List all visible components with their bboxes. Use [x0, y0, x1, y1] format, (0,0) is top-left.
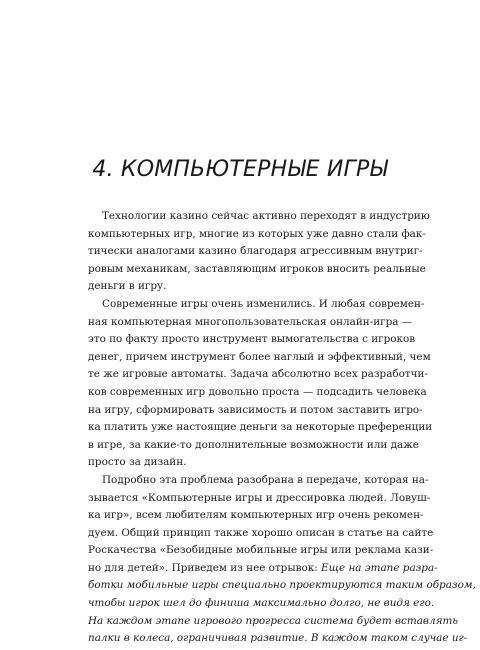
text-line: ровым механикам, заставляющим игроков вносить реальные	[88, 262, 426, 275]
text-line: деньги в игру.	[88, 280, 167, 293]
italic-quote-line: палки в колеса, ограничивая развитие. В каждом таком случае иг-	[88, 632, 468, 645]
text-line: просто за дизайн.	[88, 456, 187, 469]
text-line: это по факту просто инструмент вымогательства с игроков	[88, 333, 416, 346]
text-line: на игру, сформировать зависимость и потом заставить игро-	[88, 403, 423, 416]
text-line: ка игр», всем любителям компьютерных игр очень рекомен-	[88, 509, 424, 522]
text-line: ка платить уже настоящие деньги за некоторые преференции	[88, 421, 433, 434]
italic-quote-line: На каждом этапе игрового прогресса система будет вставлять	[88, 614, 458, 627]
text-line: дуем. Общий принцип также хорошо описан в статье на сайте	[88, 526, 434, 539]
italic-quote-line: ботки мобильные игры специально проектируются таким образом,	[88, 579, 476, 592]
text-line: компьютерных игр, многие из которых уже давно стали фак-	[88, 227, 426, 240]
text-line-mixed	[88, 560, 438, 578]
body-text	[88, 208, 476, 648]
text-line: Подробно эта проблема разобрана в передаче, которая на-	[102, 473, 429, 486]
text-line: в игре, за какие-то дополнительные возможности или даже	[88, 438, 419, 451]
text-line: тически аналогами казино благодаря агрессивным внутриг-	[88, 245, 423, 258]
text-line: Технологии казино сейчас активно переходят в индустрию	[102, 210, 430, 222]
text-line: ная компьютерная многопользовательская онлайн-игра —	[88, 315, 413, 328]
chapter-title: 4. КОМПЬЮТЕРНЫЕ ИГРЫ	[92, 157, 388, 182]
italic-quote-line: чтобы игрок шел до финиша максимально долго, не видя его.	[88, 597, 435, 610]
text-line: те же игровые автоматы. Задача абсолютно всех разработчи-	[88, 368, 428, 381]
text-line: Современные игры очень изменились. И любая современ-	[102, 297, 425, 310]
italic-quote-segment: Еще на этапе разра-	[321, 561, 438, 574]
text-line: Роскачества «Безобидные мобильные игры или реклама кази-	[88, 544, 434, 557]
text-line: ков современных игр довольно проста — подсадить человека	[88, 385, 427, 398]
text-line: зывается «Компьютерные игры и дрессировка людей. Ловуш-	[88, 491, 431, 504]
text-line: денег, причем инструмент более наглый и эффективный, чем	[88, 350, 431, 363]
text-segment: но для детей». Приведем из нее отрывок:	[88, 561, 321, 574]
